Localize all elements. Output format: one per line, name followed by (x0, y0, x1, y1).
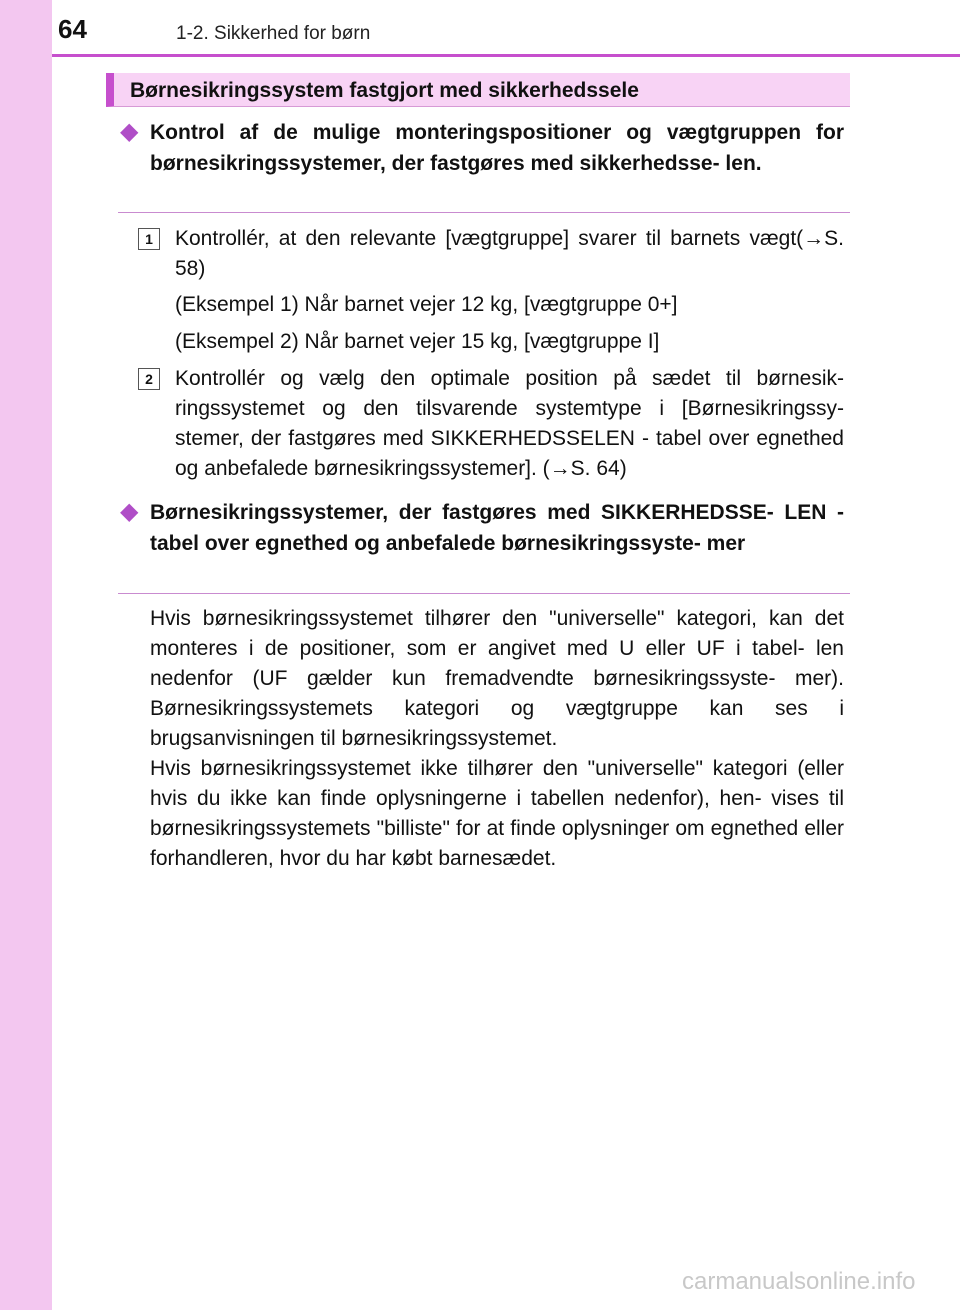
diamond-bullet-icon: ◆ (120, 118, 139, 145)
chapter-header: 1-2. Sikkerhed for børn (176, 23, 371, 44)
side-tab-strip (0, 0, 52, 1310)
section-title: Børnesikringssystem fastgjort med sikkerhedssele (130, 79, 639, 102)
step-1-example-1: (Eksempel 1) Når barnet vejer 12 kg, [vægtgruppe 0+] (175, 293, 678, 316)
paragraph-non-universal: Hvis børnesikringssystemet ikke tilhører den "universelle" kategori (eller hvis du ikke kan finde oplysningerne i tabellen nedenfor), hen- vises til børnesikringssystemets "billiste" for at finde oplysninger om egnethed eller forhandleren, hvor du har købt barnesædet. (150, 757, 844, 870)
header-divider (52, 54, 960, 57)
section-title-bar (106, 73, 850, 107)
step-number-1: 1 (138, 228, 160, 250)
step-1-example-2: (Eksempel 2) Når barnet vejer 15 kg, [vægtgruppe I] (175, 330, 660, 353)
subheading-divider (118, 212, 850, 213)
subheading-text: Børnesikringssystemer, der fastgøres med SIKKERHEDSSE- LEN - tabel over egnethed og anbefalede børnesikringssyste- mer (150, 501, 844, 555)
step-1-text: Kontrollér, at den relevante [vægtgruppe] svarer til barnets vægt(→S. 58) (175, 227, 844, 280)
step-number-2: 2 (138, 368, 160, 390)
subheading-text: Kontrol af de mulige monteringspositioner og vægtgruppen for børnesikringssystemer, der fastgøres med sikkerhedsse- len. (150, 121, 844, 175)
watermark-text: carmanualsonline.info (682, 1268, 916, 1295)
subheading-suitability-table (120, 497, 844, 559)
page-number: 64 (58, 14, 87, 44)
subheading-divider (118, 593, 850, 594)
step-2-text: Kontrollér og vælg den optimale position på sædet til børnesik- ringssystemet og den tilsvarende systemtype i [Børnesikringssy- stemer, der fastgøres med SIKKERHEDSSELEN - tabel over egnethed og anbefalede børnesikringssystemer]. (→S. 64) (175, 367, 844, 480)
paragraph-universal: Hvis børnesikringssystemet tilhører den "universelle" kategori, kan det monteres i de positioner, som er angivet med U eller UF i tabel- len nedenfor (UF gælder kun fremadvendte børnesikringssyste- mer). Børnesikringssystemets kategori og vægtgruppe kan ses i brugsanvisningen til børnesikringssystemet. (150, 607, 844, 750)
diamond-bullet-icon: ◆ (120, 498, 139, 525)
subheading-mounting-check (120, 117, 844, 179)
